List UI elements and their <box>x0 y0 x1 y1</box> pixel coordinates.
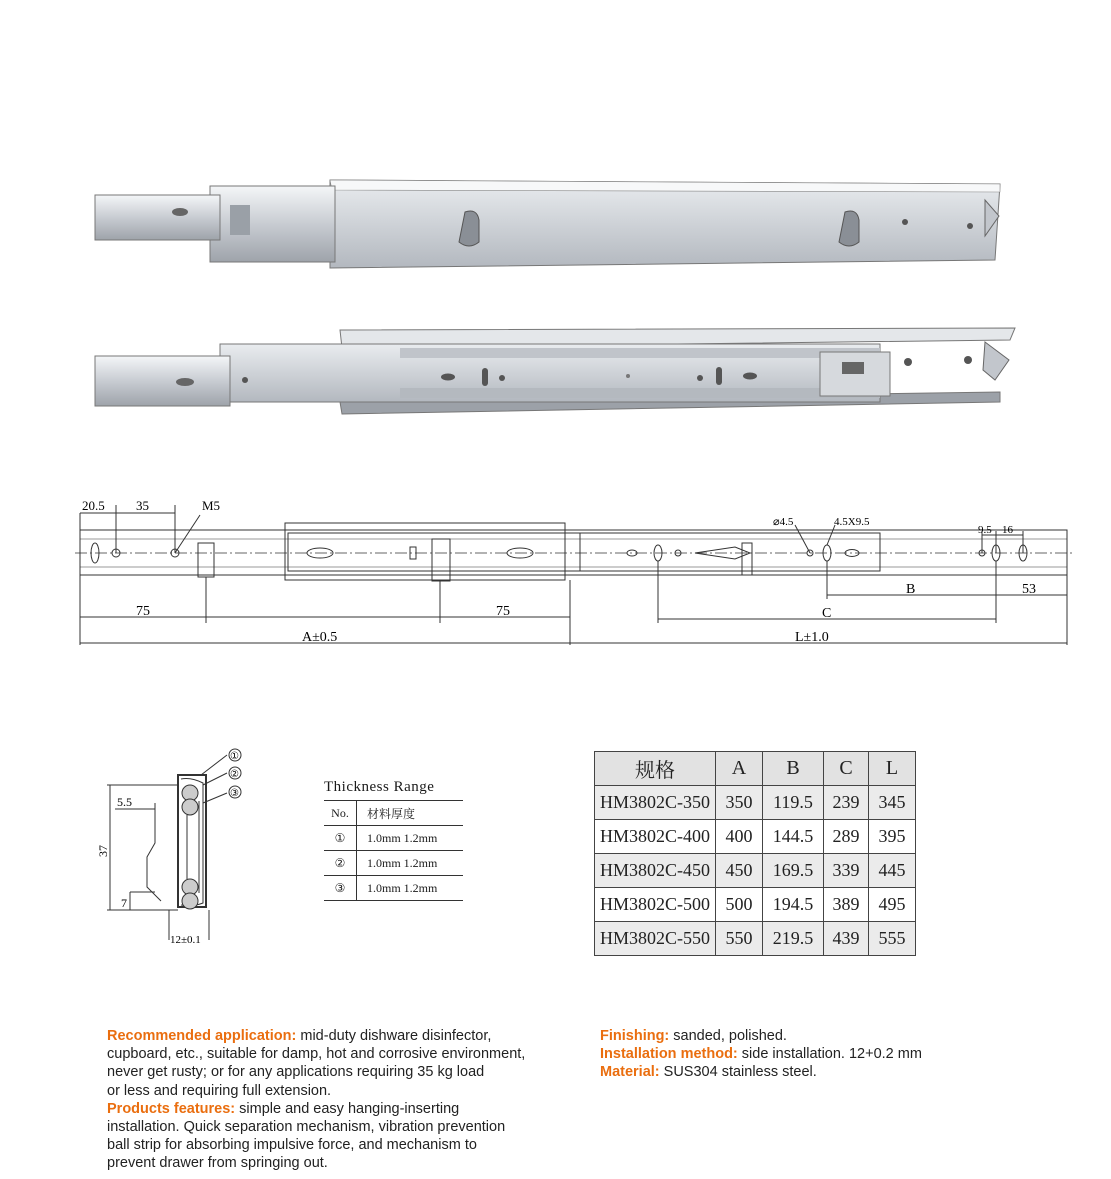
material-label: Material: <box>600 1064 660 1081</box>
spec-head-c: C <box>824 752 869 786</box>
thickness-value: 1.0mm 1.2mm <box>357 876 464 901</box>
callout-2: ② <box>230 769 239 780</box>
spec-l: 495 <box>869 888 916 922</box>
features-label: Products features: <box>107 1100 236 1117</box>
dim-b: B <box>906 582 916 597</box>
spec-model: HM3802C-400 <box>595 820 716 854</box>
features-text-4: prevent drawer from springing out. <box>107 1155 328 1172</box>
features-text-3: ball strip for absorbing impulsive force, and mechanism to <box>107 1137 477 1154</box>
dim-35: 35 <box>136 498 149 513</box>
spec-b: 119.5 <box>763 786 824 820</box>
recommended-text-1: mid-duty dishware disinfector, <box>296 1028 492 1044</box>
dim-75-left: 75 <box>136 604 150 619</box>
thickness-no: ② <box>324 851 357 876</box>
spec-model: HM3802C-450 <box>595 854 716 888</box>
spec-row <box>595 786 916 820</box>
thickness-row <box>324 876 463 901</box>
dim-5-5: 5.5 <box>117 795 132 809</box>
slide-photo-closed <box>80 170 1010 290</box>
dim-9-5: 9.5 <box>978 524 992 536</box>
spec-head-l: L <box>869 752 916 786</box>
installation-text: side installation. 12+0.2 mm <box>737 1046 922 1063</box>
spec-a: 450 <box>716 854 763 888</box>
thickness-header-row <box>324 801 463 826</box>
recommended-text-4: or less and requiring full extension. <box>107 1082 332 1099</box>
spec-c: 289 <box>824 820 869 854</box>
description-right <box>600 1027 1020 1082</box>
dim-7: 7 <box>121 896 127 910</box>
features-text-2: installation. Quick separation mechanism, vibration prevention <box>107 1119 506 1136</box>
thickness-row <box>324 851 463 876</box>
spec-head-a: A <box>716 752 763 786</box>
spec-b: 144.5 <box>763 820 824 854</box>
callout-3: ③ <box>230 788 239 799</box>
installation-label: Installation method: <box>600 1046 738 1063</box>
thickness-table <box>324 800 463 901</box>
thickness-value: 1.0mm 1.2mm <box>357 826 464 851</box>
dim-a: A±0.5 <box>302 630 338 645</box>
spec-a: 550 <box>716 922 763 956</box>
dim-75-mid: 75 <box>496 604 510 619</box>
description-left <box>107 1027 577 1173</box>
dim-l: L±1.0 <box>795 630 829 645</box>
recommended-label: Recommended application: <box>107 1028 297 1044</box>
material-text: SUS304 stainless steel. <box>659 1064 817 1081</box>
dim-12: 12±0.1 <box>170 934 201 946</box>
finishing-text: sanded, polished. <box>669 1028 787 1044</box>
spec-l: 395 <box>869 820 916 854</box>
dim-37: 37 <box>96 845 110 857</box>
technical-drawing <box>70 495 1080 655</box>
spec-c: 339 <box>824 854 869 888</box>
dim-slot: 4.5X9.5 <box>834 516 870 528</box>
dim-phi45: ⌀4.5 <box>773 516 794 528</box>
thickness-row <box>324 826 463 851</box>
recommended-text-2: cupboard, etc., suitable for damp, hot and corrosive environment, <box>107 1046 526 1063</box>
spec-b: 194.5 <box>763 888 824 922</box>
spec-head-b: B <box>763 752 824 786</box>
thickness-value: 1.0mm 1.2mm <box>357 851 464 876</box>
recommended-text-3: never get rusty; or for any applications requiring 35 kg load <box>107 1064 485 1081</box>
thickness-no: ③ <box>324 876 357 901</box>
spec-c: 239 <box>824 786 869 820</box>
spec-model: HM3802C-500 <box>595 888 716 922</box>
spec-row <box>595 888 916 922</box>
spec-table <box>594 751 916 956</box>
spec-model: HM3802C-350 <box>595 786 716 820</box>
dim-m5: M5 <box>202 498 221 513</box>
spec-l: 345 <box>869 786 916 820</box>
spec-row <box>595 922 916 956</box>
slide-photo-extended <box>80 322 1020 422</box>
finishing-label: Finishing: <box>600 1028 670 1044</box>
spec-a: 350 <box>716 786 763 820</box>
spec-head-model: 规格 <box>595 752 716 786</box>
features-text-1: simple and easy hanging-inserting <box>235 1100 460 1117</box>
thickness-head-material: 材料厚度 <box>357 801 464 826</box>
dim-c: C <box>822 606 832 621</box>
profile-section <box>95 745 255 955</box>
spec-l: 555 <box>869 922 916 956</box>
dim-53: 53 <box>1022 582 1036 597</box>
thickness-title: Thickness Range <box>324 779 435 795</box>
spec-row <box>595 820 916 854</box>
spec-a: 400 <box>716 820 763 854</box>
spec-b: 219.5 <box>763 922 824 956</box>
callout-1: ① <box>230 751 239 762</box>
thickness-no: ① <box>324 826 357 851</box>
spec-a: 500 <box>716 888 763 922</box>
thickness-head-no: No. <box>324 801 357 826</box>
spec-c: 389 <box>824 888 869 922</box>
spec-header-row <box>595 752 916 786</box>
spec-b: 169.5 <box>763 854 824 888</box>
dim-20-5: 20.5 <box>82 498 105 513</box>
spec-row <box>595 854 916 888</box>
spec-c: 439 <box>824 922 869 956</box>
spec-l: 445 <box>869 854 916 888</box>
spec-model: HM3802C-550 <box>595 922 716 956</box>
dim-16: 16 <box>1002 524 1013 536</box>
